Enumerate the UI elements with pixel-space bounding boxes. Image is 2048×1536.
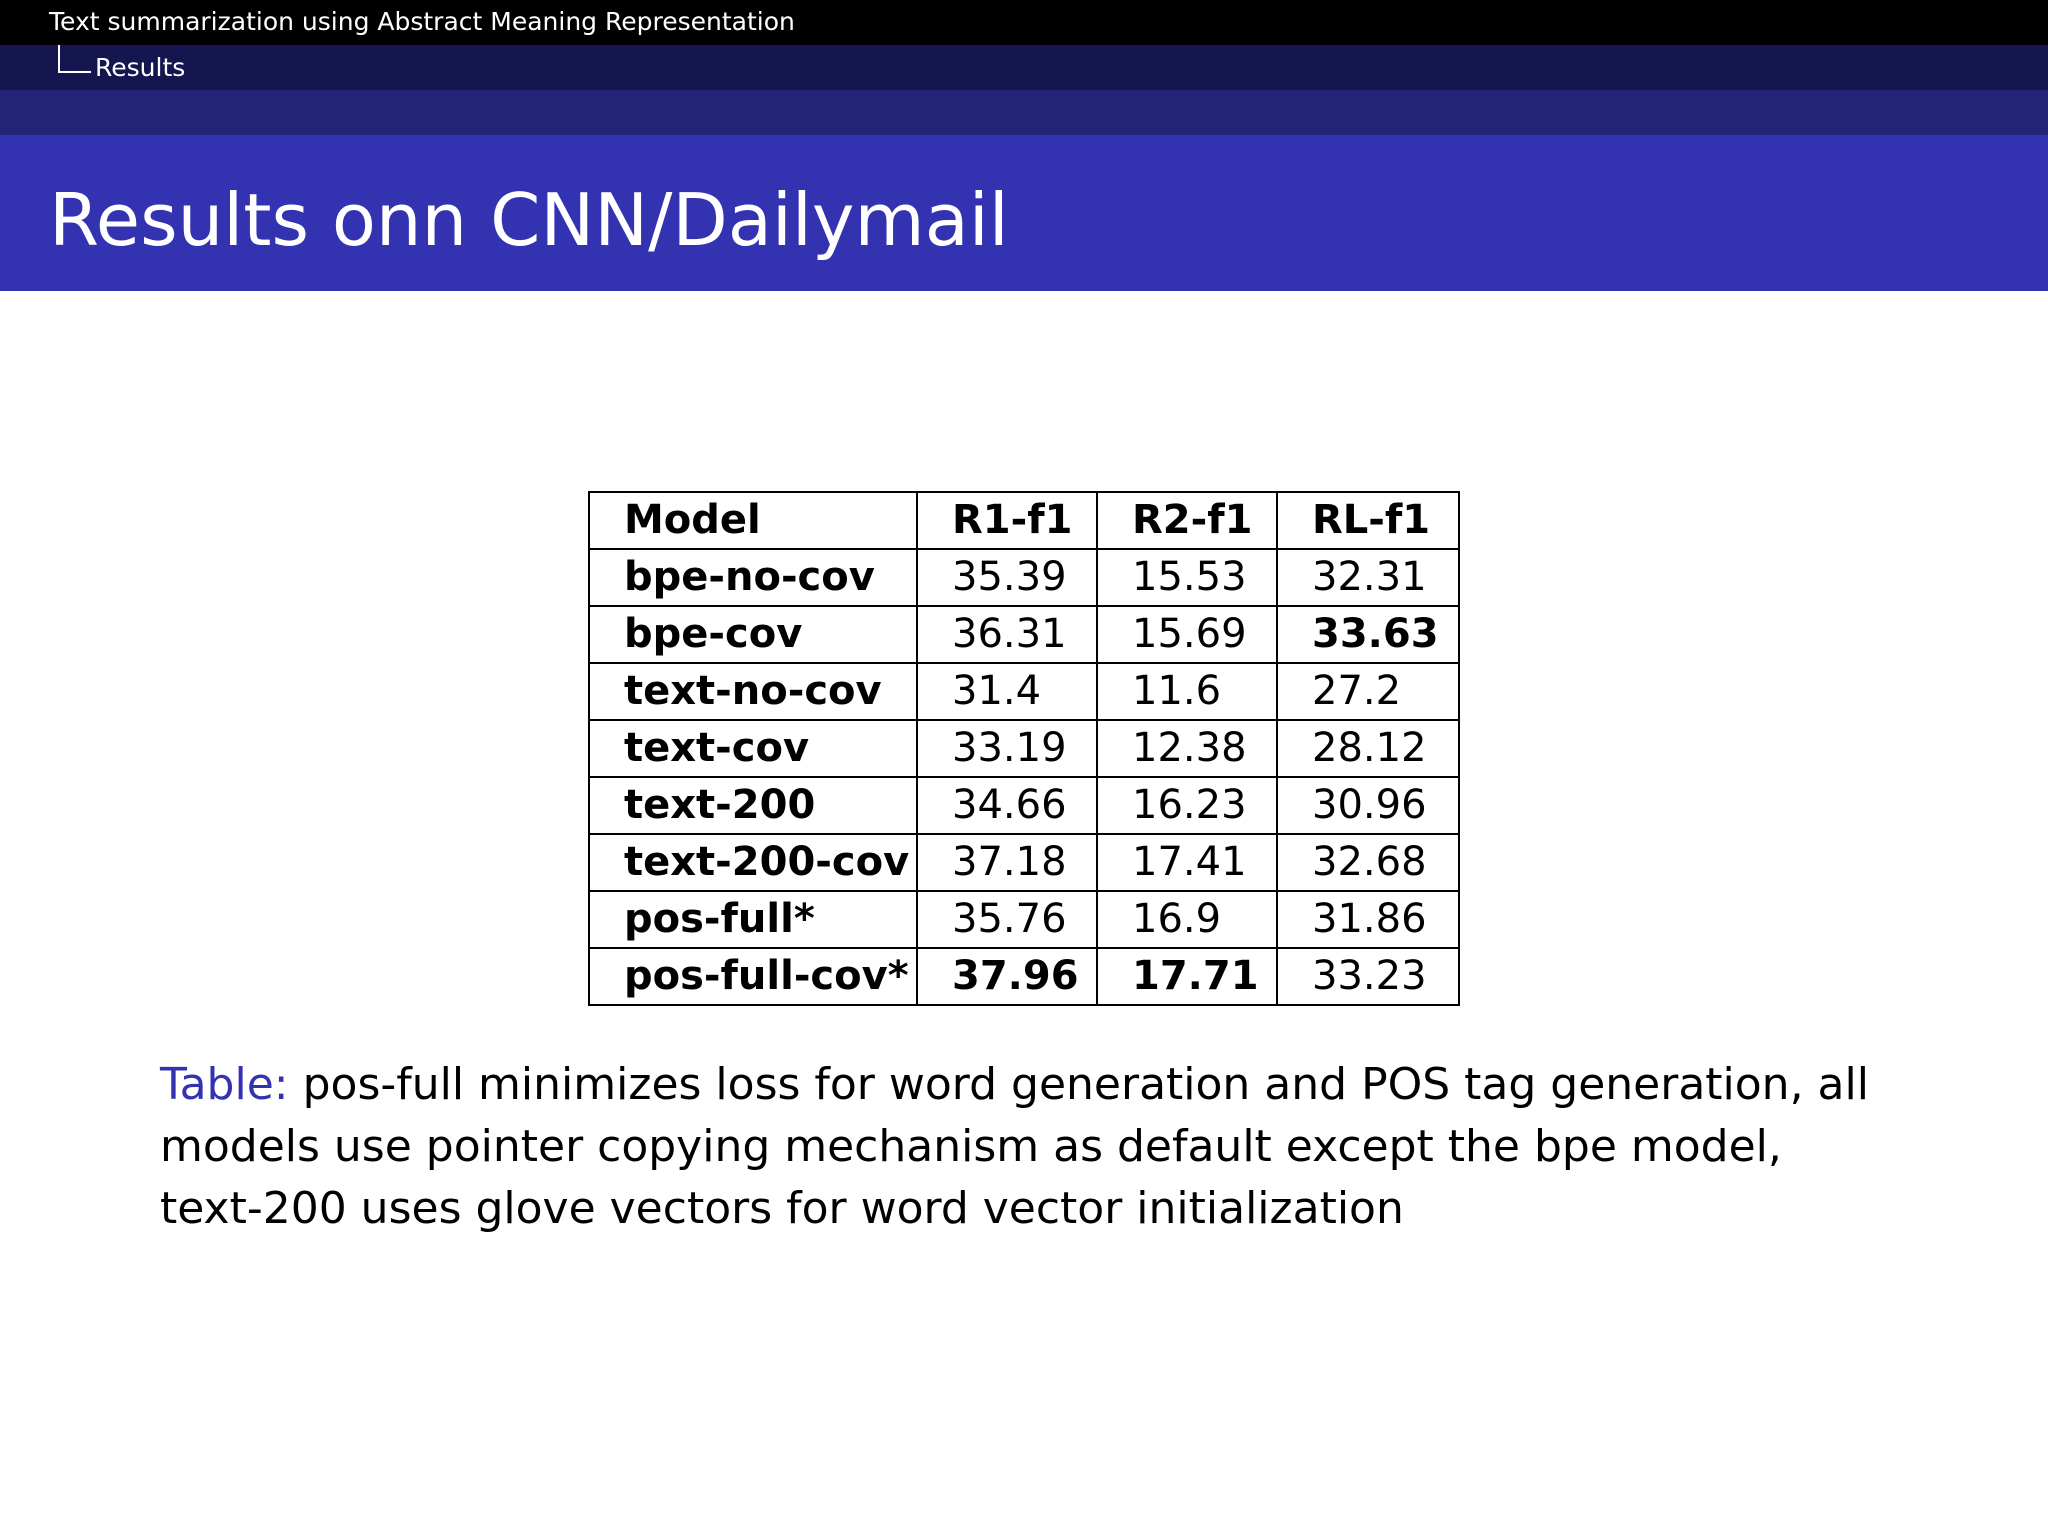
frame-title-bar xyxy=(0,135,2048,291)
score-cell-rl: 28.12 xyxy=(1277,720,1459,777)
table-row xyxy=(589,663,1459,720)
column-header-r2: R2-f1 xyxy=(1097,492,1277,549)
model-name-cell: text-cov xyxy=(589,720,917,777)
score-cell-r1: 33.19 xyxy=(917,720,1097,777)
table-header-row xyxy=(589,492,1459,549)
table-caption xyxy=(160,1054,1980,1240)
model-name-cell: bpe-cov xyxy=(589,606,917,663)
model-name-cell: pos-full* xyxy=(589,891,917,948)
model-name-cell: pos-full-cov* xyxy=(589,948,917,1005)
model-name-cell: text-no-cov xyxy=(589,663,917,720)
model-name-cell: bpe-no-cov xyxy=(589,549,917,606)
caption-label: Table: xyxy=(160,1059,289,1110)
header-subsection-bar xyxy=(0,90,2048,135)
column-header-rl: RL-f1 xyxy=(1277,492,1459,549)
score-cell-r2: 16.23 xyxy=(1097,777,1277,834)
score-cell-rl: 31.86 xyxy=(1277,891,1459,948)
score-cell-rl: 27.2 xyxy=(1277,663,1459,720)
score-cell-r1: 35.76 xyxy=(917,891,1097,948)
score-cell-r2: 12.38 xyxy=(1097,720,1277,777)
score-cell-rl: 33.63 xyxy=(1277,606,1459,663)
caption-line-3: text-200 uses glove vectors for word vector initialization xyxy=(160,1183,1404,1234)
score-cell-rl: 30.96 xyxy=(1277,777,1459,834)
table-row xyxy=(589,948,1459,1005)
score-cell-r1: 31.4 xyxy=(917,663,1097,720)
caption-line-1 xyxy=(160,1054,1980,1116)
score-cell-r1: 36.31 xyxy=(917,606,1097,663)
table-row xyxy=(589,834,1459,891)
score-cell-r1: 34.66 xyxy=(917,777,1097,834)
score-cell-r2: 15.69 xyxy=(1097,606,1277,663)
table-row xyxy=(589,891,1459,948)
header-presentation-title-bar xyxy=(0,0,2048,45)
column-header-model: Model xyxy=(589,492,917,549)
model-name-cell: text-200-cov xyxy=(589,834,917,891)
tree-corner-icon xyxy=(58,45,91,73)
score-cell-r2: 17.71 xyxy=(1097,948,1277,1005)
score-cell-r2: 16.9 xyxy=(1097,891,1277,948)
score-cell-r1: 37.18 xyxy=(917,834,1097,891)
caption-line-2: models use pointer copying mechanism as default except the bpe model, xyxy=(160,1121,1782,1172)
model-name-cell: text-200 xyxy=(589,777,917,834)
score-cell-r2: 17.41 xyxy=(1097,834,1277,891)
table-row xyxy=(589,549,1459,606)
table-row xyxy=(589,777,1459,834)
section-title: Results xyxy=(95,53,186,82)
score-cell-r1: 35.39 xyxy=(917,549,1097,606)
score-cell-r2: 15.53 xyxy=(1097,549,1277,606)
results-table xyxy=(588,491,1460,1006)
caption-text-1: pos-full minimizes loss for word generation and POS tag generation, all xyxy=(288,1059,1869,1110)
table-row xyxy=(589,606,1459,663)
score-cell-rl: 32.31 xyxy=(1277,549,1459,606)
score-cell-r1: 37.96 xyxy=(917,948,1097,1005)
score-cell-rl: 33.23 xyxy=(1277,948,1459,1005)
frame-title: Results onn CNN/Dailymail xyxy=(49,178,1009,262)
score-cell-r2: 11.6 xyxy=(1097,663,1277,720)
presentation-title: Text summarization using Abstract Meaning Representation xyxy=(49,7,795,36)
header-section-bar xyxy=(0,45,2048,90)
table-row xyxy=(589,720,1459,777)
column-header-r1: R1-f1 xyxy=(917,492,1097,549)
score-cell-rl: 32.68 xyxy=(1277,834,1459,891)
